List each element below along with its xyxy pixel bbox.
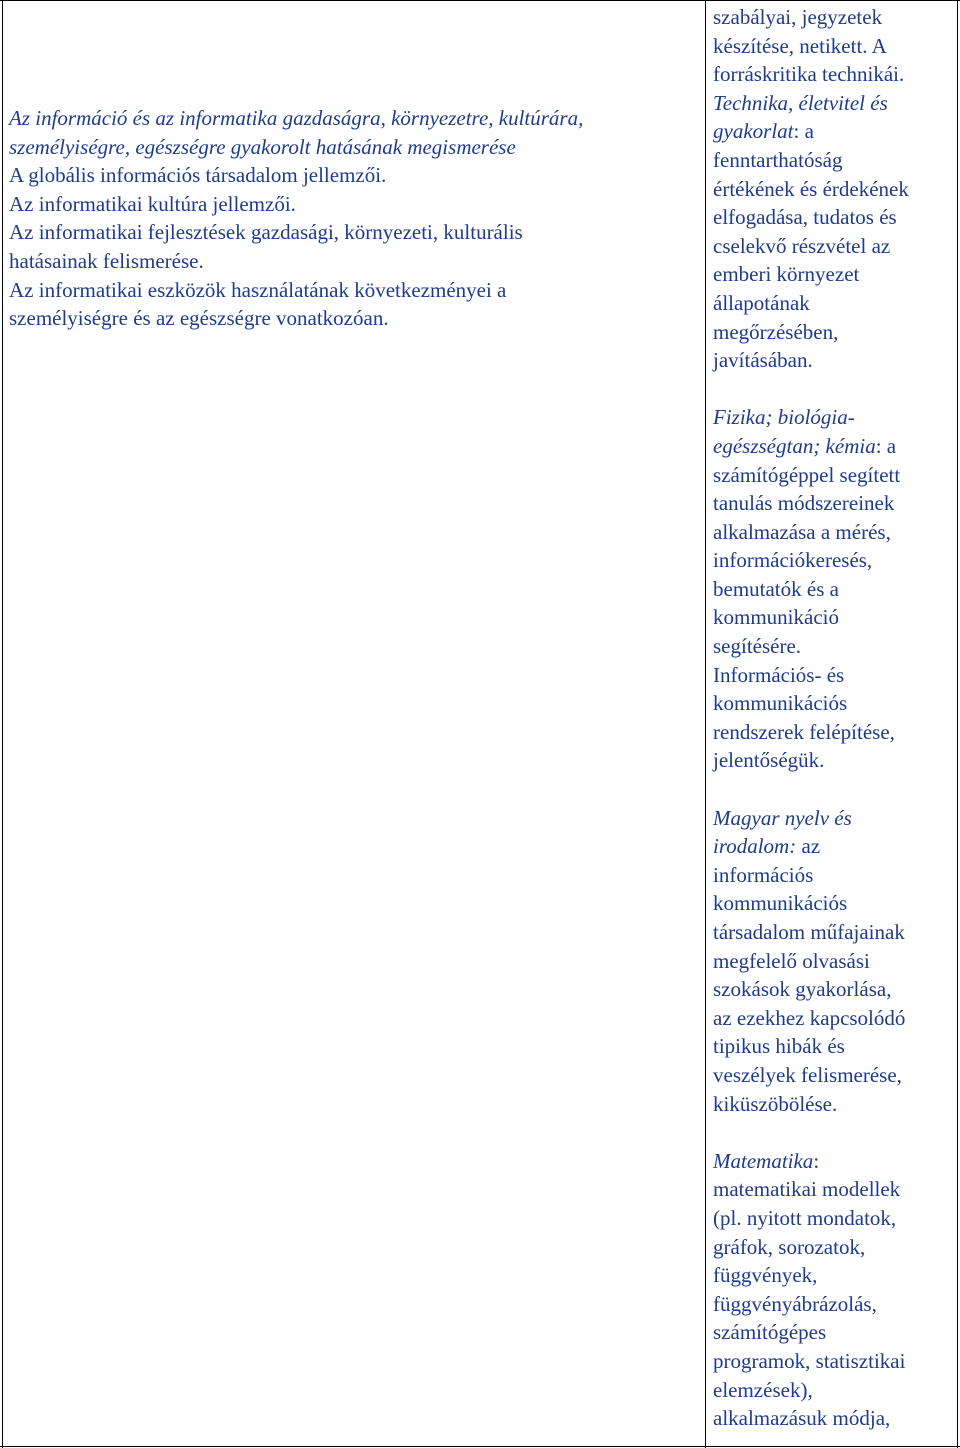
matematika-line-2: (pl. nyitott mondatok,	[713, 1205, 897, 1230]
technika-rest: : a	[793, 119, 814, 144]
matematika-line-1: matematikai modellek	[713, 1177, 901, 1202]
matematika-rest: :	[813, 1148, 820, 1173]
fizika-rest: : a	[875, 433, 897, 458]
table-border-right	[957, 0, 958, 1448]
fizika-line-6: kommunikáció	[713, 605, 839, 630]
fizika-label-line-2	[713, 432, 953, 461]
fizika-line-7: segítésére.	[713, 634, 802, 659]
left-body-line-6: személyiségre és az egészségre vonatkozóan.	[9, 306, 389, 331]
right-top-line-2: készítése, netikett. A	[713, 33, 887, 58]
table-border-mid	[705, 0, 706, 1448]
magyar-line-4: megfelelő olvasási	[713, 948, 870, 973]
table-border-top	[0, 0, 960, 1]
fizika-line-3: alkalmazása a mérés,	[713, 519, 891, 544]
technika-line-1: fenntarthatóság	[713, 147, 843, 172]
right-top-line-1: szabályai, jegyzetek	[713, 5, 883, 29]
paragraph-gap	[713, 1118, 953, 1147]
matematika-line-9: alkalmazásuk módja,	[713, 1406, 891, 1431]
fizika-line-11: jelentőségük.	[713, 748, 825, 773]
magyar-line-2: kommunikációs	[713, 891, 848, 916]
left-body-line-5: Az informatikai eszközök használatának következményei a	[9, 277, 507, 302]
technika-line-4: cselekvő részvétel az	[713, 233, 891, 258]
fizika-line-5: bemutatók és a	[713, 576, 839, 601]
magyar-label-part: irodalom:	[713, 834, 797, 859]
technika-label-part: gyakorlat	[713, 119, 794, 144]
magyar-line-7: tipikus hibák és	[713, 1034, 845, 1059]
technika-line-8: javításában.	[713, 348, 813, 373]
fizika-line-2: tanulás módszereinek	[713, 491, 895, 516]
right-top-line-3: forráskritika technikái.	[713, 62, 905, 87]
paragraph-gap	[713, 375, 953, 404]
matematika-line-8: elemzések),	[713, 1377, 813, 1402]
left-body-line-1: A globális információs társadalom jellemzői.	[9, 163, 387, 188]
left-body-line-3: Az informatikai fejlesztések gazdasági, környezeti, kulturális	[9, 220, 523, 245]
magyar-line-1: információs	[713, 862, 814, 887]
magyar-rest: az	[796, 834, 821, 859]
matematika-line-4: függvények,	[713, 1263, 818, 1288]
matematika-line-7: programok, statisztikai	[713, 1348, 906, 1373]
technika-line-7: megőrzésében,	[713, 319, 839, 344]
right-column-cell	[713, 3, 953, 1433]
matematika-line-6: számítógépes	[713, 1320, 827, 1345]
fizika-line-4: információkeresés,	[713, 548, 873, 573]
fizika-line-10: rendszerek felépítése,	[713, 719, 895, 744]
fizika-line-1: számítógéppel segített	[713, 462, 901, 487]
matematika-label: Matematika	[713, 1148, 814, 1173]
technika-line-6: állapotának	[713, 290, 810, 315]
magyar-line-9: kiküszöbölése.	[713, 1091, 838, 1116]
technika-line-3: elfogadása, tudatos és	[713, 205, 897, 230]
left-body-line-4: hatásainak felismerése.	[9, 248, 204, 273]
matematika-line-3: gráfok, sorozatok,	[713, 1234, 866, 1259]
magyar-line-6: az ezekhez kapcsolódó	[713, 1005, 906, 1030]
technika-line-2: értékének és érdekének	[713, 176, 909, 201]
technika-label-line-2	[713, 117, 953, 146]
left-column-cell	[9, 104, 689, 333]
fizika-label-part: egészségtan; kémia	[713, 433, 876, 458]
paragraph-gap	[713, 775, 953, 804]
matematika-label-line	[713, 1147, 953, 1176]
magyar-line-8: veszélyek felismerése,	[713, 1062, 902, 1087]
table-border-left	[2, 0, 3, 1448]
magyar-label-line-1: Magyar nyelv és	[713, 805, 852, 830]
left-body-line-2: Az informatikai kultúra jellemzői.	[9, 191, 296, 216]
magyar-line-3: társadalom műfajainak	[713, 920, 905, 944]
technika-label-line-1: Technika, életvitel és	[713, 90, 888, 115]
magyar-line-5: szokások gyakorlása,	[713, 977, 892, 1002]
fizika-label-line-1: Fizika; biológia-	[713, 405, 855, 430]
left-heading-line-1: Az információ és az informatika gazdaságra, környezetre, kultúrára,	[9, 106, 584, 130]
left-heading-line-2: személyiségre, egészségre gyakorolt hatásának megismerése	[9, 134, 516, 159]
table-border-bottom	[0, 1446, 960, 1447]
matematika-line-5: függvényábrázolás,	[713, 1291, 877, 1316]
fizika-line-8: Információs- és	[713, 662, 845, 687]
technika-line-5: emberi környezet	[713, 262, 860, 287]
magyar-label-line-2	[713, 832, 953, 861]
fizika-line-9: kommunikációs	[713, 691, 848, 716]
